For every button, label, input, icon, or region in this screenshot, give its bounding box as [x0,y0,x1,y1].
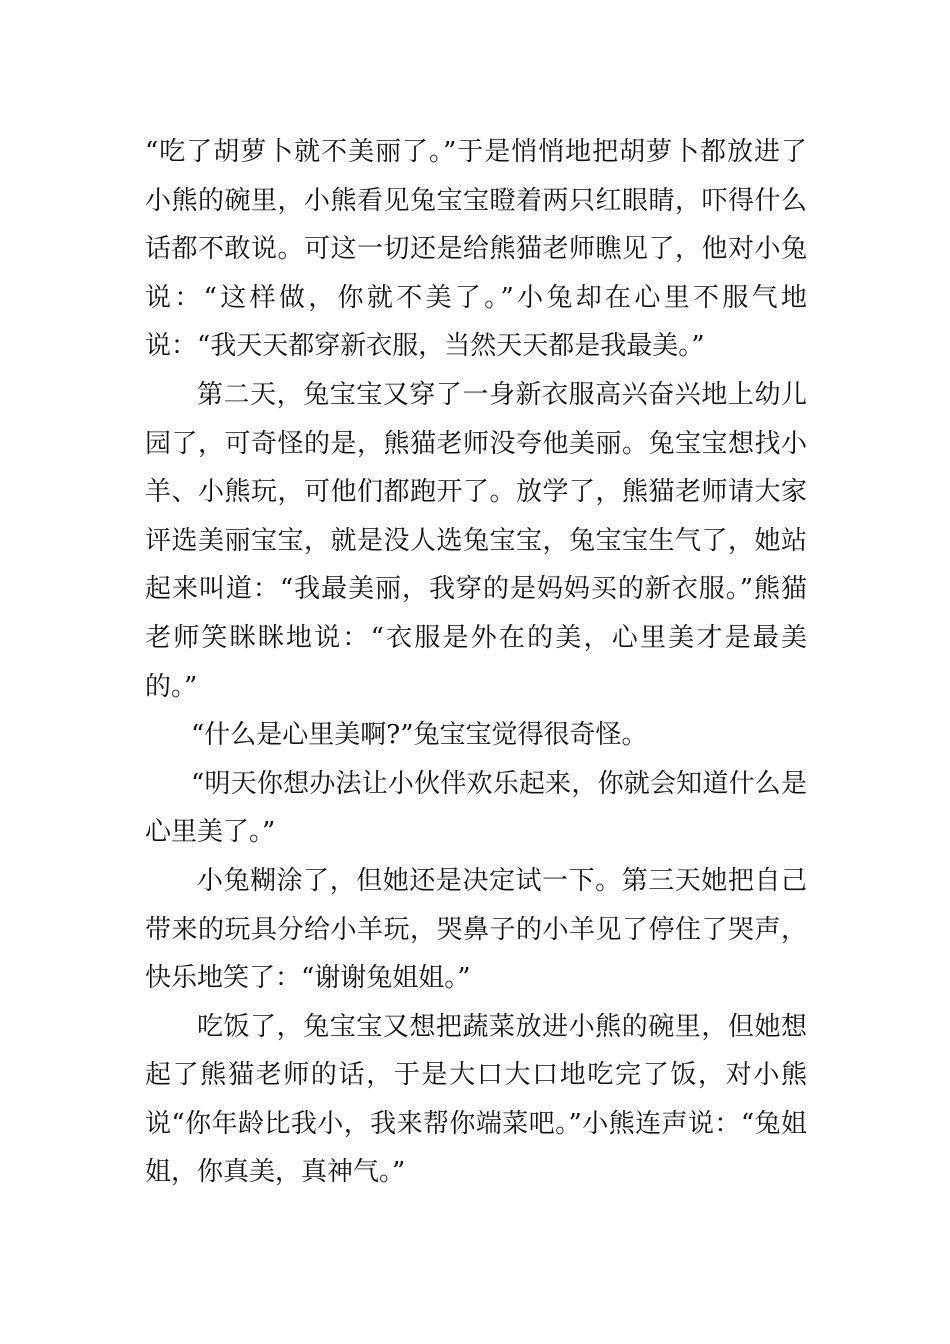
story-text [145,128,807,1197]
paragraph-6: 吃饭了，兔宝宝又想把蔬菜放进小熊的碗里，但她想起了熊猫老师的话，于是大口大口地吃完了饭，对小熊说“你年龄比我小，我来帮你端菜吧。”小熊连声说：“兔姐姐，你真美，真神气。” [145,1011,807,1188]
paragraph-5: 小兔糊涂了，但她还是决定试一下。第三天她把自己带来的玩具分给小羊玩，哭鼻子的小羊见了停住了哭声，快乐地笑了：“谢谢兔姐姐。” [145,865,807,994]
paragraph-4: “明天你想办法让小伙伴欢乐起来，你就会知道什么是心里美了。” [145,768,807,848]
paragraph-3: “什么是心里美啊?”兔宝宝觉得很奇怪。 [191,720,648,751]
paragraph-2: 第二天，兔宝宝又穿了一身新衣服高兴奋兴地上幼儿园了，可奇怪的是，熊猫老师没夸他美丽。兔宝宝想找小羊、小熊玩，可他们都跑开了。放学了，熊猫老师请大家评选美丽宝宝，就是没人选兔宝宝，兔宝宝生气了，她站起来叫道：“我最美丽，我穿的是妈妈买的新衣服。”熊猫老师笑眯眯地说：“衣服是外在的美，心里美才是最美的。” [145,379,807,702]
paragraph-1: “吃了胡萝卜就不美丽了。”于是悄悄地把胡萝卜都放进了小熊的碗里，小熊看见兔宝宝瞪着两只红眼睛，吓得什么话都不敢说。可这一切还是给熊猫老师瞧见了，他对小兔说：“这样做，你就不美了。”小兔却在心里不服气地说：“我天天都穿新衣服，当然天天都是我最美。” [145,137,807,362]
